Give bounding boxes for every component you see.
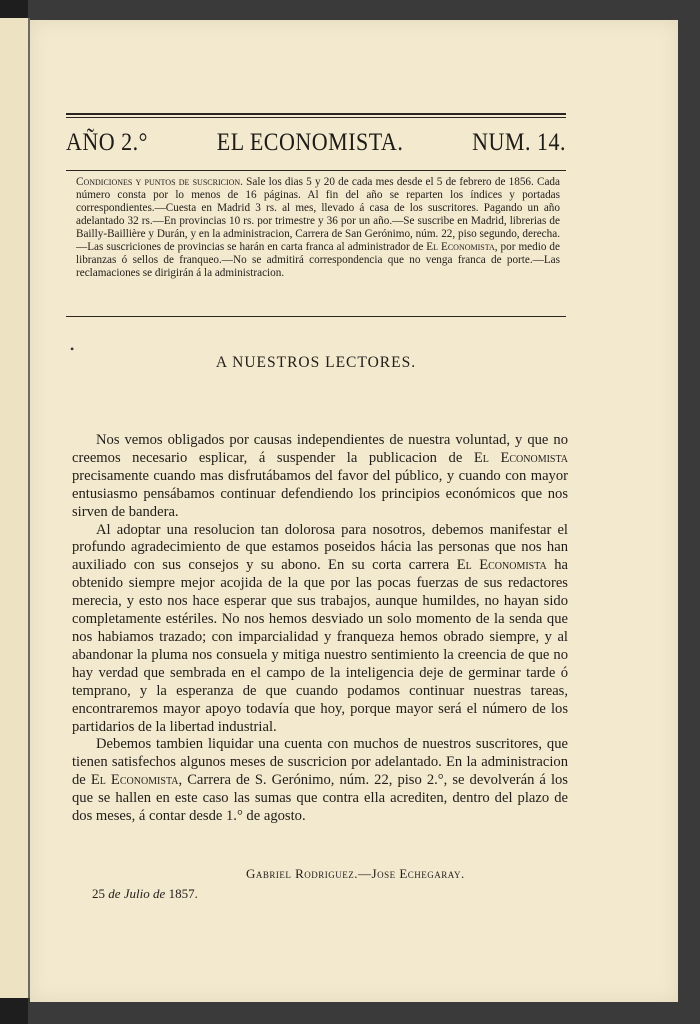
article-headline: A NUESTROS LECTORES.: [215, 354, 417, 371]
signature: Gabriel Rodriguez.—Jose Echegaray.: [246, 866, 465, 881]
date-day: 25: [92, 886, 105, 901]
conditions-publication-name: El Economista: [426, 241, 495, 253]
subscription-conditions: [76, 176, 560, 280]
paragraph-1-part-b: precisamente cuando mas disfrutábamos del favor del público, y cuando con mayor entusiasmo pensábamos continuar defendiendo los principios económicos que nos sirven de bandera.: [72, 467, 568, 520]
paragraph-3: [72, 736, 568, 826]
article-body: [72, 432, 568, 826]
masthead-bottom-rule: [66, 170, 566, 171]
conditions-text-2: , por medio de libranzas ó sellos de franqueo.—No se admitirá correspondencia que no venga franca de porte.—Las reclamaciones se dirigirán á la administracion.: [76, 241, 560, 279]
conditions-bottom-rule: [66, 316, 566, 317]
date-month: Julio: [123, 886, 150, 901]
paragraph-3-part-a: Debemos tambien liquidar una cuenta con muchos de nuestros suscritores, que tienen satisfechos algunos meses de suscricion por adelantado. En la administracion de: [72, 736, 568, 789]
paragraph-2-publication-name: El Economista: [456, 557, 547, 574]
masthead-top-rule-thick: [66, 113, 566, 115]
stray-mark: •: [70, 342, 75, 356]
masthead-title: EL ECONOMISTA.: [216, 127, 404, 156]
date-de-1: de: [108, 886, 121, 901]
paragraph-1: [72, 432, 568, 522]
date-year: 1857.: [168, 886, 198, 901]
paragraph-2-part-b: ha obtenido siempre mejor acojida de la que por las pocas fuerzas de sus redactores merecia, y esto nos hace esperar que sus trabajos, aunque humildes, no hayan sido completamente estériles. No nos hemos desviado un solo momento de la senda que nos habiamos trazado; con imparcialidad y franqueza hemos obrado siempre, y al abandonar la pluma nos consuela y mitiga nuestro sentimiento la creencia de que no hay verdad que sembrada en el campo de la inteligencia deje de germinar tarde ó temprano, y la esperanza de que cuando podamos continuar nuestras tareas, encontraremos mayor apoyo todavía que hoy, porque mayor será el número de los partidarios de la libertad industrial.: [72, 557, 568, 735]
paragraph-2: [72, 522, 568, 737]
left-page-edge: [0, 18, 30, 998]
paragraph-2-part-a: Al adoptar una resolucion tan dolorosa para nosotros, debemos manifestar el profundo agradecimiento de que estamos poseidos hácia las personas que nos han auxiliado con sus consejos y su abono. En su corta carrera: [72, 521, 568, 574]
conditions-text-1: Sale los dias 5 y 20 de cada mes desde el 5 de febrero de 1856. Cada número consta por lo menos de 16 páginas. Al fin del año se reparten los índices y portadas correspondientes.—Cuesta en Madrid 3 rs. al mes, llevado á casa de los suscritores. Pagando un año adelantado 32 rs.—En provincias 10 rs. por trimestre y 36 por un año.—Se suscribe en Madrid, librerias de Bailly-Baillière y Durán, y en la administracion, Carrera de San Gerónimo, núm. 22, piso segundo, derecha.—Las suscriciones de provincias se harán en carta franca al administrador de: [76, 176, 560, 253]
paragraph-3-publication-name: El Economista: [90, 772, 179, 789]
conditions-lead: Condiciones y puntos de suscricion.: [76, 176, 243, 188]
masthead-number: NUM. 14.: [472, 127, 566, 156]
paragraph-3-part-b: , Carrera de S. Gerónimo, núm. 22, piso 2.°, se devolverán á los que se hallen en este caso las sumas que contra ella acrediten, dentro del plazo de dos meses, á contar desde 1.° de agosto.: [72, 772, 568, 825]
paragraph-1-publication-name: El Economista: [473, 449, 569, 466]
masthead-top-rule-thin: [66, 117, 566, 118]
dateline: [92, 886, 198, 902]
paragraph-1-part-a: Nos vemos obligados por causas independientes de nuestra voluntad, y que no creemos necesario esplicar, á suspender la publicacion de: [72, 432, 568, 466]
masthead: [66, 119, 566, 165]
date-de-2: de: [153, 886, 166, 901]
masthead-year: AÑO 2.°: [66, 127, 148, 156]
